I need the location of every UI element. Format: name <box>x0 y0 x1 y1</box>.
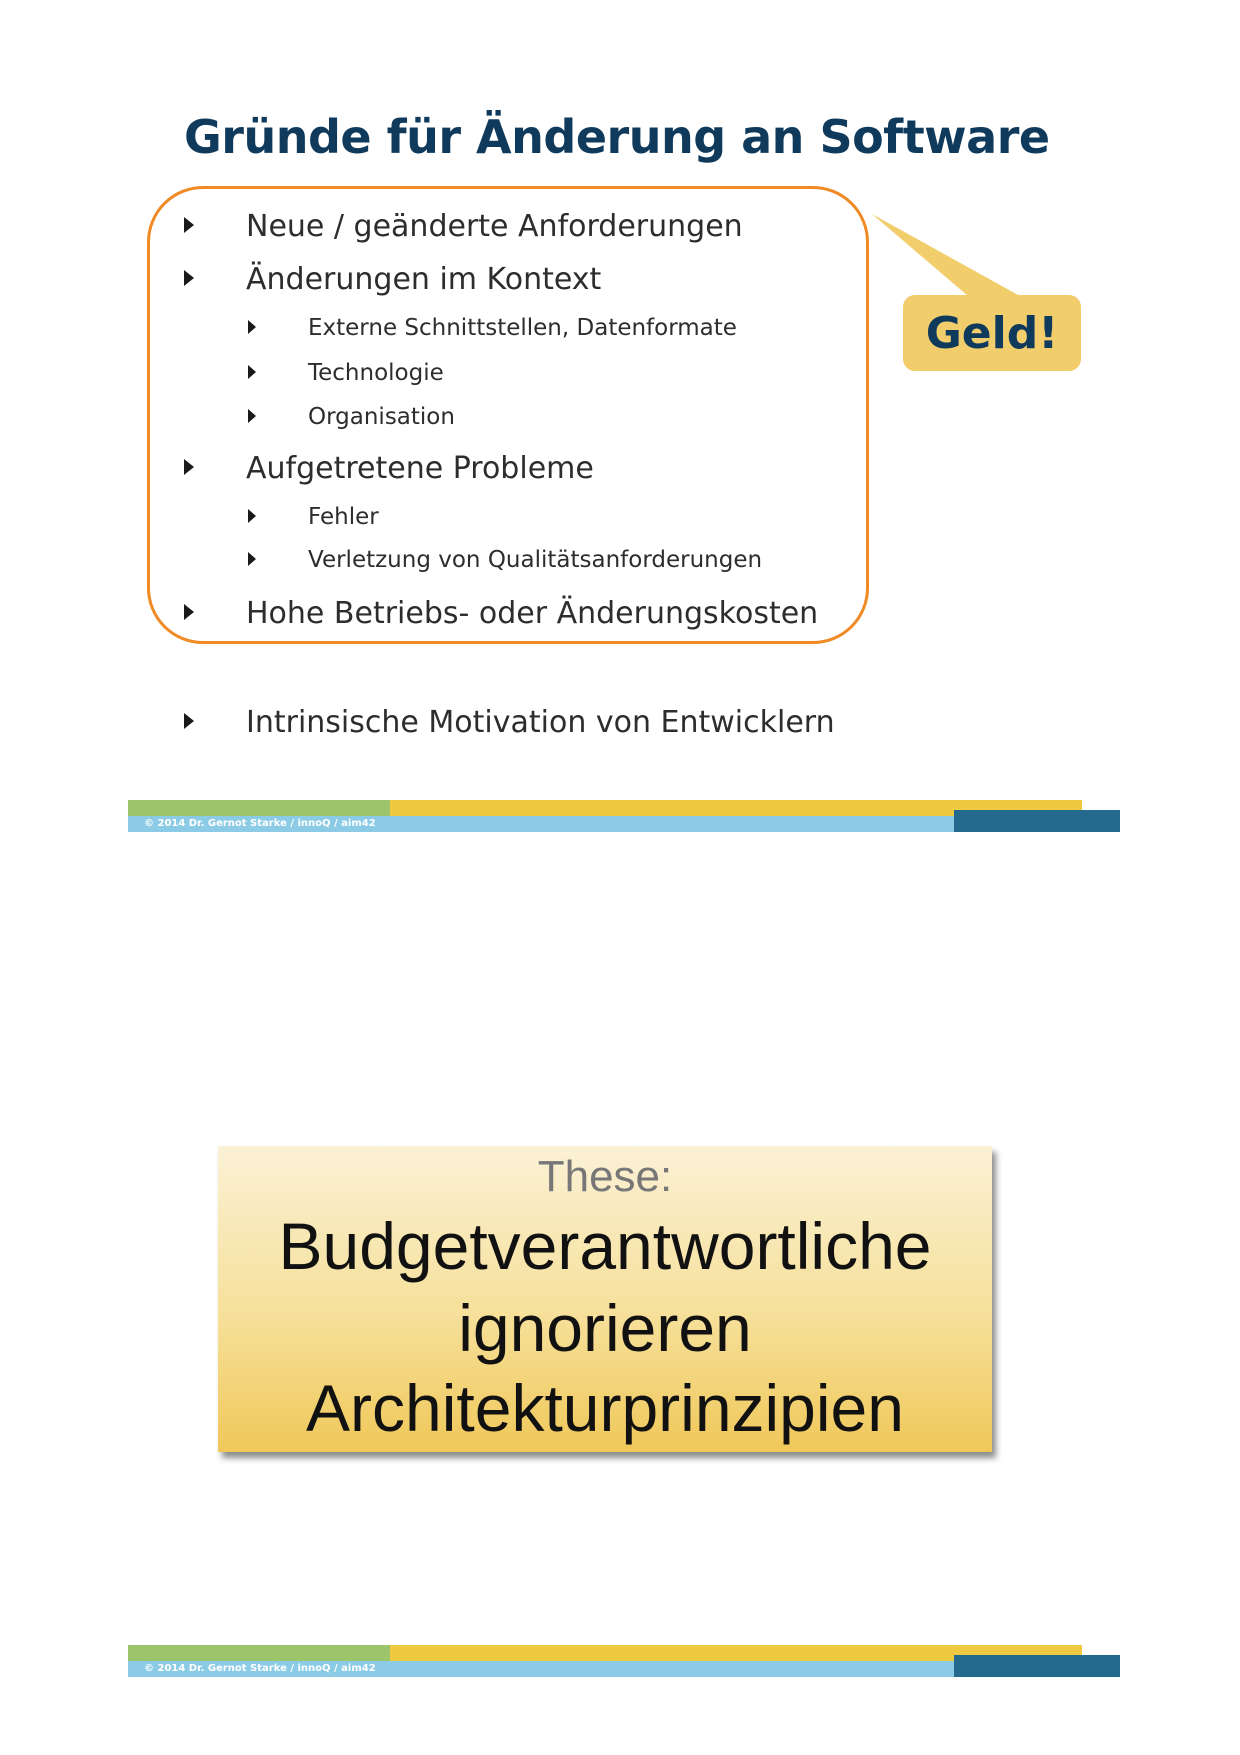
bullet-arrow-icon <box>184 604 194 620</box>
thesis-note <box>218 1146 992 1452</box>
bullet-arrow-icon <box>184 217 194 233</box>
footer-bar-navy <box>954 810 1120 832</box>
bullet-arrow-icon <box>248 509 256 523</box>
footer-copyright: © 2014 Dr. Gernot Starke / innoQ / aim42 <box>144 818 376 829</box>
bullet-text: Organisation <box>308 404 455 430</box>
thesis-line: Budgetverantwortliche <box>278 1209 932 1283</box>
bullet-arrow-icon <box>184 459 194 475</box>
callout-geld: Geld! <box>903 295 1081 371</box>
footer-bar-navy <box>954 1655 1120 1677</box>
bullet-text: Hohe Betriebs- oder Änderungskosten <box>246 596 819 631</box>
bullet-text: Technologie <box>308 360 444 386</box>
thesis-line: ignorieren <box>458 1291 752 1365</box>
footer-bar <box>128 1645 1120 1677</box>
bullet-text: Neue / geänderte Anforderungen <box>246 209 743 244</box>
bullet-arrow-icon <box>248 552 256 566</box>
bullet-text: Externe Schnittstellen, Datenformate <box>308 315 737 341</box>
bullet-arrow-icon <box>184 713 194 729</box>
footer-bar <box>128 800 1120 832</box>
bullet-text: Aufgetretene Probleme <box>246 451 594 486</box>
bullet-arrow-icon <box>248 409 256 423</box>
footer-copyright: © 2014 Dr. Gernot Starke / innoQ / aim42 <box>144 1663 376 1674</box>
slide-title: Gründe für Änderung an Software <box>184 110 1050 164</box>
bullet-text: Intrinsische Motivation von Entwicklern <box>246 705 835 740</box>
bullet-text: Verletzung von Qualitätsanforderungen <box>308 547 763 573</box>
bullet-arrow-icon <box>184 270 194 286</box>
bullet-arrow-icon <box>248 365 256 379</box>
footer-bar-green <box>128 1645 390 1661</box>
bullet-text: Fehler <box>308 504 379 530</box>
footer-bar-green <box>128 800 390 816</box>
bullet-arrow-icon <box>248 320 256 334</box>
bullet-text: Änderungen im Kontext <box>246 262 602 297</box>
thesis-kicker: These: <box>537 1152 673 1201</box>
thesis-line: Architekturprinzipien <box>306 1371 904 1445</box>
